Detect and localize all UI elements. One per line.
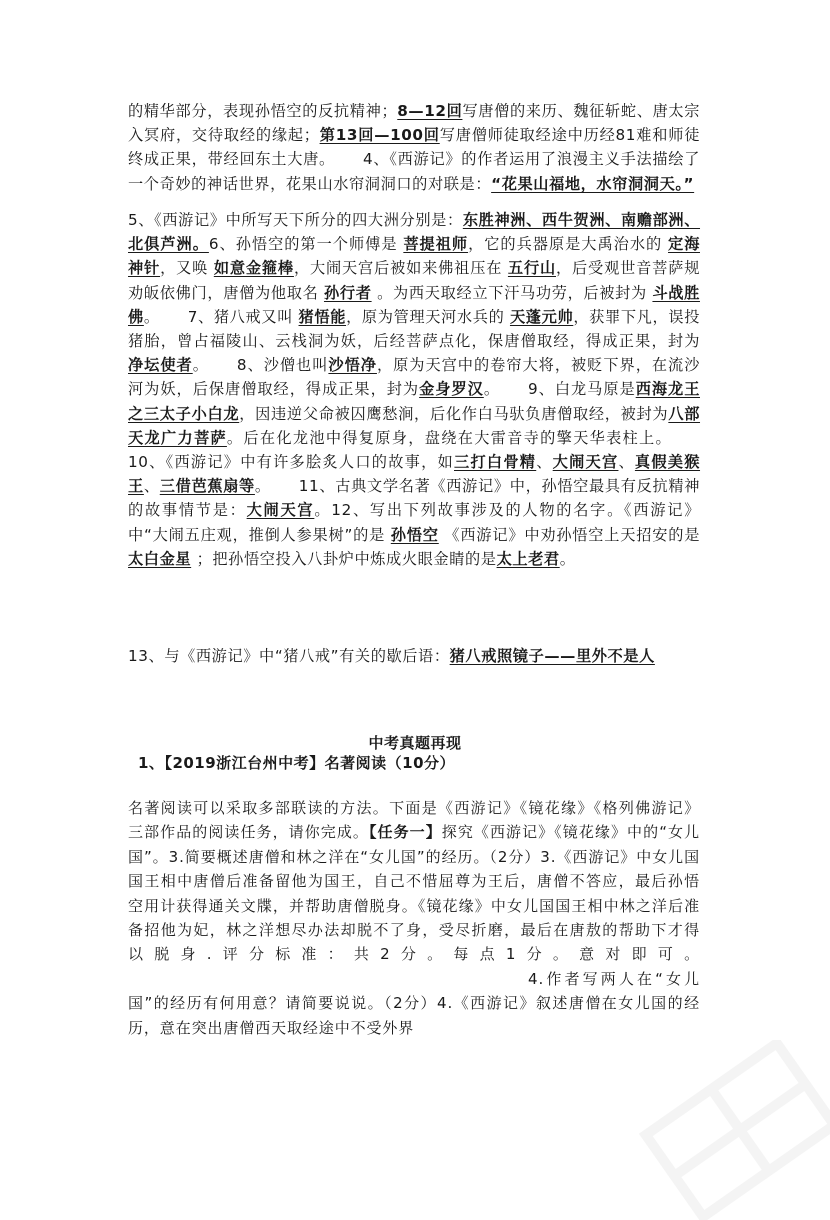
text: 4、《西游记》的作者运用了浪漫主义手法描绘了一个奇妙的神话世界，花果山水帘洞洞口的对联是： — [128, 150, 700, 193]
watermark-logo-icon — [620, 1040, 830, 1220]
text: 《西游记》中劝孙悟空上天招安的是 — [444, 525, 701, 544]
text: 的精华部分，表现孙悟空的反抗精神； — [128, 102, 398, 120]
answer: 沙悟净 — [328, 356, 377, 375]
text: 写唐僧师徒取经途中历经81难和师徒终成正果，带经回东土大唐。 — [128, 126, 700, 169]
text: 5、《西游记》中所写天下所分的四大洲分别是： — [128, 211, 463, 229]
answer: 大闹天宫 — [246, 501, 315, 520]
text: 写唐僧的来历、魏征斩蛇、唐太宗入冥府，交待取经的缘起； — [128, 102, 701, 145]
text: ，因违逆父命被囚鹰愁涧，后化作白马驮负唐僧取经，被封为 — [239, 404, 669, 423]
task-label: 【任务一】 — [368, 823, 442, 842]
answer: 孙悟空 — [390, 525, 439, 544]
text: 7、猪八戒又叫 — [187, 307, 294, 326]
text: 4.作者写两人在“女儿国”的经历有何用意？请简要说说。（2分）4.《西游记》叙述唐僧在女儿国的经历，意在突出唐僧西天取经途中不受外界 — [128, 969, 700, 1037]
text: 、 — [618, 453, 635, 472]
answer: 净坛使者 — [128, 356, 193, 375]
text: 、 — [143, 477, 160, 496]
answer: 猪八戒照镜子——里外不是人 — [449, 647, 655, 665]
text: 。 — [143, 307, 160, 326]
paragraph-notes-1 — [128, 99, 700, 196]
text: 6、孙悟空的第一个师傅是 — [208, 235, 398, 254]
answer: 五行山 — [507, 259, 556, 278]
text: 13、与《西游记》中“猪八戒”有关的歇后语： — [128, 647, 450, 665]
text: ，获罪下凡，误投猪胎，曾占福陵山、云栈洞为妖，后经菩萨点化，保唐僧取经，得成正果，封为 — [128, 307, 700, 351]
text: ，后受观世音菩萨规劝皈依佛门，唐僧为他取名 — [128, 259, 700, 302]
text: 、 — [536, 453, 553, 472]
text: 。 — [254, 477, 271, 496]
answer: 金身罗汉 — [419, 380, 484, 399]
text: 。12、写出下列故事涉及的人物的名字。《西游记》中“大闹五庄观，推倒人参果树”的是 — [128, 501, 700, 544]
answer: 猪悟能 — [298, 307, 347, 326]
text: 9、白龙马原是 — [528, 380, 636, 399]
text: 。 — [192, 356, 209, 375]
answer: 东胜神洲、西牛贺洲、南赡部洲、北俱芦洲。 — [128, 211, 701, 254]
text: ，原为天宫中的卷帘大将，被贬下界，在流沙河为妖，后保唐僧取经，得成正果，封为 — [128, 356, 701, 399]
answer: 太白金星 — [128, 549, 192, 568]
text: 名著阅读可以采取多部联读的方法。下面是《西游记》《镜花缘》《格列佛游记》三部作品的阅读任务，请你完成。 — [128, 799, 700, 842]
answer: 斗战胜佛 — [128, 283, 700, 326]
text: 10、《西游记》中有许多脍炙人口的故事，如 — [128, 453, 454, 472]
text: 【2019浙江台州中考】名著阅读（10分） — [164, 754, 456, 772]
answer: “花果山福地，水帘洞洞天。” — [491, 174, 695, 193]
paragraph-notes-2 — [128, 208, 700, 571]
text: 11、古典文学名著《西游记》中，孙悟空最具有反抗精神的故事情节是： — [128, 477, 700, 520]
text: ，又唤 — [160, 259, 209, 278]
answer: 西海龙王之三太子小白龙 — [128, 380, 700, 423]
answer: 菩提祖师 — [403, 235, 469, 254]
text: 。 — [559, 549, 576, 568]
text: 1、 — [138, 754, 165, 772]
answer: 三借芭蕉扇等 — [159, 477, 255, 496]
text: 。 — [483, 380, 500, 399]
text: 。后在化龙池中得复原身，盘绕在大雷音寺的擎天华表柱上。 — [226, 428, 673, 447]
text: 8、沙僧也叫 — [236, 356, 329, 375]
paragraph-question — [128, 796, 700, 1040]
paragraph-notes-3 — [128, 644, 700, 668]
answer: 定海神针 — [128, 235, 700, 278]
text: 探究《西游记》《镜花缘》中的“女儿国”。3.简要概述唐僧和林之洋在“女儿国”的经历。（2分）3.《西游记》中女儿国国王相中唐僧后准备留他为国王，自己不惜屈尊为王后，唐僧不答应，最后孙悟空用计获得通关文牒，并帮助唐僧脱身。《镜花缘》中女儿国国王相中林之洋后准备招他为妃，林之洋想尽办法却脱不了身，受尽折磨，最后在唐敖的帮助下才得以脱身.评分标准：共2分。每点1分。意对即可。 — [128, 823, 700, 964]
text: ；把孙悟空投入八卦炉中炼成火眼金睛的是 — [196, 549, 497, 568]
answer: 大闹天宫 — [552, 453, 619, 472]
answer: 三打白骨精 — [454, 453, 537, 472]
text: ，大闹天宫后被如来佛祖压在 — [293, 259, 503, 278]
answer: 如意金箍棒 — [213, 259, 294, 278]
section-title: 中考真题再现 — [368, 734, 462, 752]
text: ，原为管理天河水兵的 — [346, 307, 505, 326]
answer: 8—12回 — [397, 102, 463, 120]
question-subtitle — [138, 752, 455, 773]
answer: 孙行者 — [323, 283, 372, 302]
answer: 真假美猴王 — [128, 453, 701, 496]
text: 。为西天取经立下汗马功劳，后被封为 — [377, 283, 647, 302]
answer: 第13回—100回 — [319, 126, 440, 145]
text: ，它的兵器原是大禹治水的 — [468, 235, 663, 254]
answer: 八部天龙广力菩萨 — [128, 404, 701, 447]
answer: 天蓬元帅 — [509, 307, 574, 326]
answer: 太上老君 — [496, 549, 560, 568]
